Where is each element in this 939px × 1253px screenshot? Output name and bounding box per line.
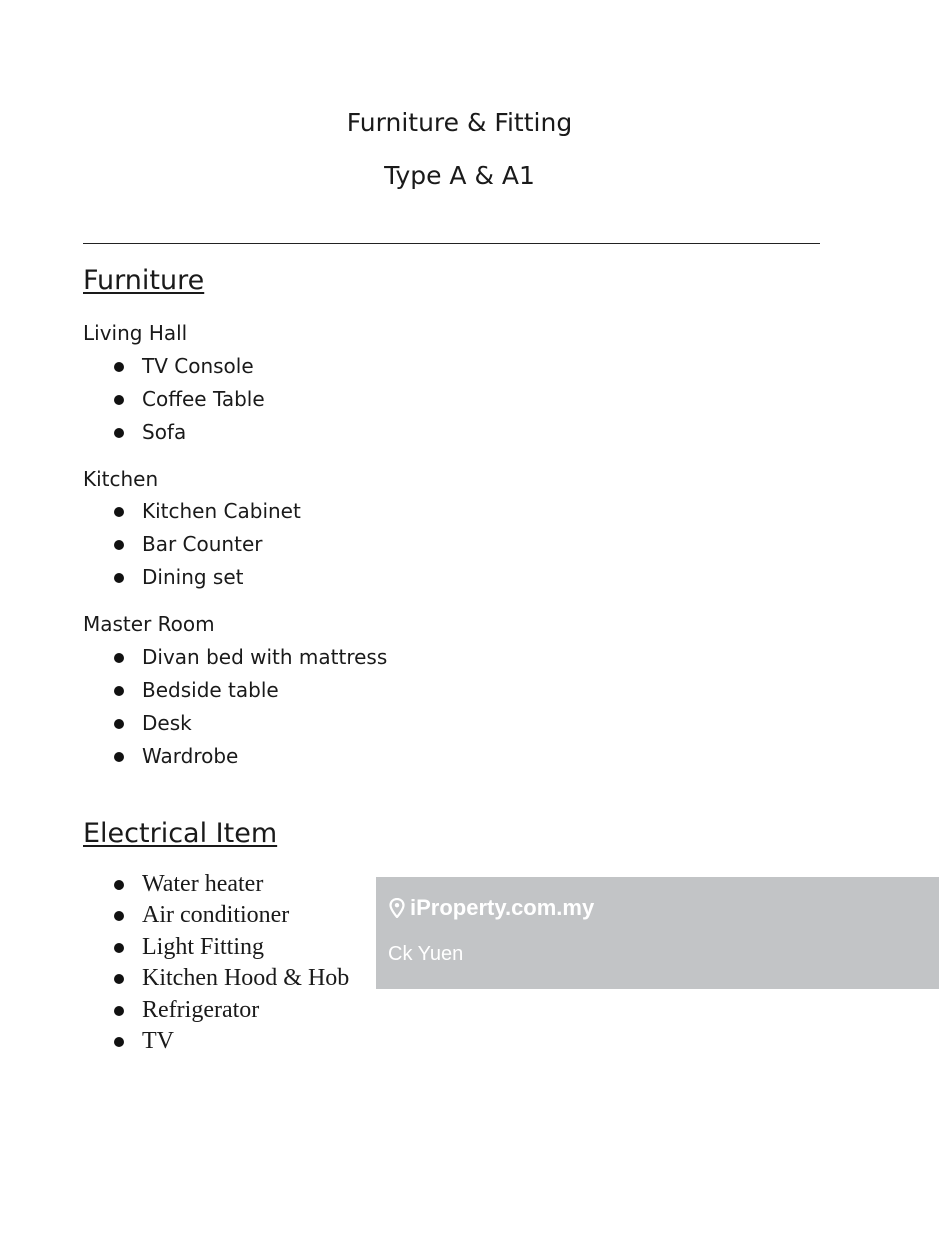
- document-subtitle: Type A & A1: [384, 161, 535, 190]
- list-item: Air conditioner: [112, 900, 349, 931]
- section-label-living-hall: Living Hall: [83, 321, 188, 345]
- section-label-kitchen: Kitchen: [83, 467, 159, 491]
- watermark-brand-text: iProperty.com.my: [410, 895, 595, 920]
- watermark-overlay: [376, 877, 939, 989]
- list-item: TV Console: [112, 350, 265, 383]
- furniture-heading: Furniture: [83, 265, 205, 296]
- living-hall-list: [112, 350, 265, 449]
- list-item: Kitchen Cabinet: [112, 495, 301, 528]
- list-item: Divan bed with mattress: [112, 641, 387, 674]
- electrical-heading: Electrical Item: [83, 818, 278, 849]
- location-pin-icon: [389, 898, 405, 918]
- kitchen-list: [112, 495, 301, 594]
- list-item: Kitchen Hood & Hob: [112, 963, 349, 994]
- document-title: Furniture & Fitting: [346, 108, 573, 137]
- list-item: Refrigerator: [112, 995, 349, 1026]
- list-item: Bar Counter: [112, 528, 301, 561]
- list-item: Bedside table: [112, 674, 387, 707]
- list-item: Light Fitting: [112, 932, 349, 963]
- section-label-master-room: Master Room: [83, 612, 215, 636]
- list-item: Dining set: [112, 561, 301, 594]
- watermark-brand: [389, 895, 594, 921]
- watermark-user: Ck Yuen: [388, 943, 464, 965]
- list-item: Desk: [112, 707, 387, 740]
- list-item: TV: [112, 1026, 349, 1057]
- list-item: Wardrobe: [112, 740, 387, 773]
- horizontal-rule: [83, 243, 820, 244]
- master-room-list: [112, 641, 387, 773]
- electrical-list: [112, 869, 349, 1057]
- list-item: Water heater: [112, 869, 349, 900]
- list-item: Sofa: [112, 416, 265, 449]
- list-item: Coffee Table: [112, 383, 265, 416]
